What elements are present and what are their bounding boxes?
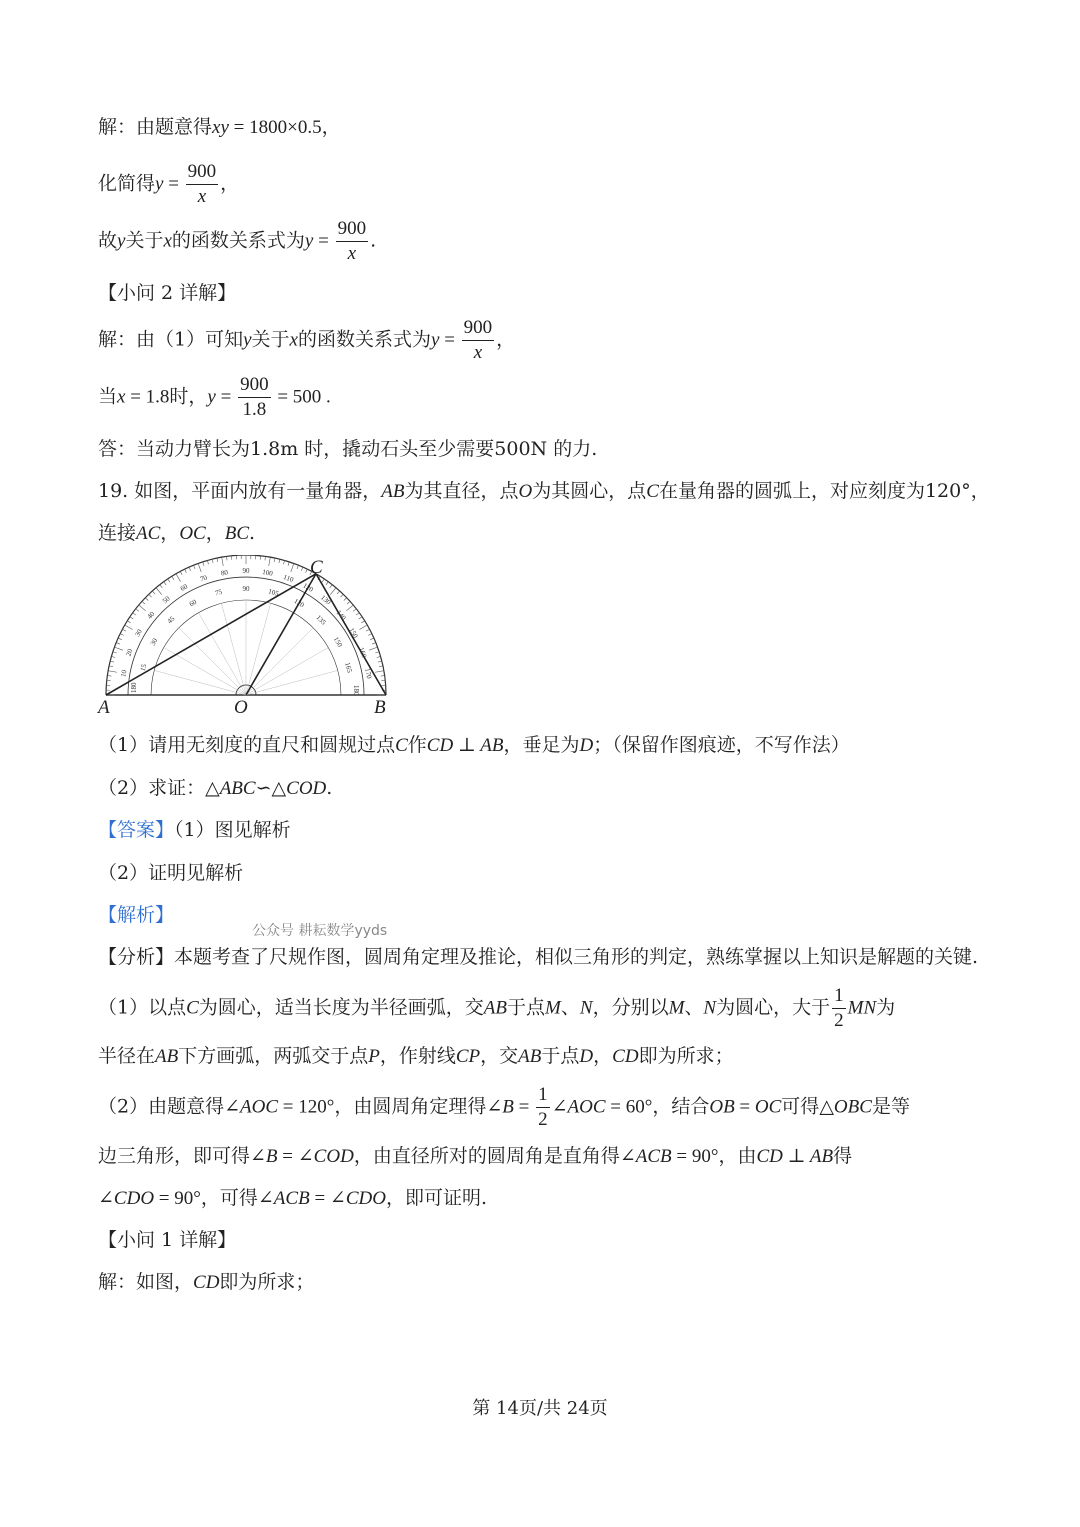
scale-tick <box>353 609 356 611</box>
scale-tick <box>291 563 294 571</box>
solution-final-line <box>98 1273 314 1292</box>
text: 下方画弧，两弧交于点 <box>178 1045 369 1067</box>
scale-label-inner: 45 <box>165 614 177 626</box>
denominator: 2 <box>834 1009 844 1031</box>
watermark: 公众号 耕耘数学yyds <box>252 923 388 939</box>
numerator: 1 <box>536 1083 550 1108</box>
scale-tick <box>283 560 284 564</box>
scale-tick <box>194 565 195 569</box>
scale-ray <box>179 628 246 695</box>
protractor-figure <box>96 555 396 717</box>
scale-tick <box>120 634 124 636</box>
scale-label-inner: 90 <box>242 585 250 593</box>
math-var: O <box>518 481 533 502</box>
math-var: x <box>289 329 298 351</box>
math-var: AB <box>483 997 508 1019</box>
math-var: C <box>186 997 199 1019</box>
scale-label-inner: 30 <box>148 636 160 648</box>
text: 、 <box>684 996 704 1019</box>
scale-tick <box>172 576 174 579</box>
analysis-step-2-line-1 <box>98 1083 910 1132</box>
scale-edge-right: 180 <box>352 685 360 696</box>
math-expr: CD ⊥ AB <box>426 735 504 756</box>
scale-tick <box>368 634 372 636</box>
fraction <box>336 217 369 266</box>
text: 的函数关系式为 <box>171 229 305 252</box>
math-var: C <box>646 481 659 502</box>
scale-tick <box>176 574 181 582</box>
scale-tick <box>160 585 162 588</box>
scale-tick <box>375 671 384 673</box>
fraction <box>238 373 271 422</box>
scale-label-outer: 70 <box>198 573 209 584</box>
scale-tick <box>198 563 201 571</box>
scale-tick <box>139 605 146 611</box>
math-expr: ∠ACB <box>257 1188 310 1209</box>
scale-tick <box>168 579 170 582</box>
analysis-summary <box>98 948 978 967</box>
text: 解：如图， <box>98 1271 194 1293</box>
text: = 90°，可得 <box>154 1188 258 1209</box>
scale-tick <box>145 598 148 601</box>
fraction <box>462 316 495 365</box>
math-var: M <box>545 997 561 1019</box>
scale-tick <box>122 629 126 631</box>
math-op: = <box>734 1096 755 1118</box>
math-var: C <box>395 735 408 756</box>
label-C: C <box>310 557 323 578</box>
scale-ray <box>246 648 328 696</box>
scale-label-outer: 150 <box>347 626 360 640</box>
text: 为圆心，大于 <box>716 996 831 1019</box>
scale-tick <box>227 556 228 560</box>
scale-ray <box>199 613 247 695</box>
scale-tick <box>340 594 343 597</box>
math-var: y <box>243 329 252 351</box>
scale-tick <box>212 559 213 563</box>
question-19-part-1 <box>98 736 850 755</box>
math-op: = <box>513 1096 535 1118</box>
punct: ， <box>321 116 341 138</box>
scale-tick <box>127 621 130 623</box>
scale-label-outer: 60 <box>178 582 190 593</box>
scale-tick <box>378 661 382 662</box>
math-var: N <box>703 997 717 1019</box>
text: = 90°，由 <box>671 1146 757 1167</box>
text: 为其圆心，点 <box>532 480 647 502</box>
math-var: AB <box>381 481 405 502</box>
scale-tick <box>189 567 191 571</box>
math-var: y <box>117 230 126 252</box>
scale-label-inner: 60 <box>187 597 199 609</box>
heading-text: 【小问 1 详解】 <box>98 1229 237 1251</box>
math-var: OC <box>754 1096 782 1118</box>
denominator: x <box>347 242 357 264</box>
scale-label-outer: 130 <box>319 593 333 607</box>
punct: . <box>370 229 377 252</box>
math-var: N <box>579 997 593 1019</box>
scale-tick <box>265 556 266 560</box>
scale-label-outer: 80 <box>220 568 229 578</box>
page-footer: 第 14页/共 24页 <box>472 1398 608 1419</box>
scale-tick <box>156 588 162 595</box>
scale-tick <box>361 621 364 623</box>
text: （2）证明见解析 <box>98 862 244 884</box>
math-op: = <box>313 230 334 252</box>
scale-tick <box>269 557 271 566</box>
numerator: 900 <box>238 373 271 398</box>
scale-tick <box>125 625 133 630</box>
scale-tick <box>322 579 324 582</box>
scale-label-outer: 20 <box>124 647 135 658</box>
text: 为圆心，适当长度为半径画弧，交 <box>198 996 484 1019</box>
punct: . <box>326 777 333 799</box>
text: ，由直径所对的圆周角是直角得 <box>353 1145 620 1167</box>
scale-tick <box>107 676 111 677</box>
scale-tick <box>108 671 117 673</box>
punct: ， <box>205 522 225 544</box>
text: 当 <box>98 385 118 408</box>
scale-tick <box>301 567 303 571</box>
math-expr: = 1800×0.5 <box>228 117 322 138</box>
math-expr: ∠CDO <box>329 1188 386 1209</box>
math-expr: △OBC <box>819 1096 872 1118</box>
text: 关于 <box>251 328 290 351</box>
analysis-heading <box>98 906 174 925</box>
math-var: x <box>163 230 172 252</box>
text: ，分别以 <box>592 996 669 1019</box>
math-var: OC <box>179 523 206 544</box>
punct: ， <box>496 328 516 351</box>
denominator: x <box>473 341 483 363</box>
scale-tick <box>118 638 122 640</box>
scale-tick <box>306 569 308 573</box>
question-19-line-1 <box>98 482 990 501</box>
math-var: D <box>579 1046 594 1067</box>
math-op: = <box>309 1188 330 1209</box>
text: （1）请用无刻度的直尺和圆规过点 <box>98 734 396 756</box>
scale-tick <box>377 656 381 657</box>
math-var: y <box>155 173 164 195</box>
scale-ray <box>246 603 271 695</box>
text: 本题考查了尺规作图，圆周角定理及推论，相似三角形的判定，熟练掌握以上知识是解题的关键. <box>174 946 979 968</box>
math-var: CD <box>193 1272 220 1293</box>
text: ，即可证明. <box>385 1187 487 1209</box>
scale-label-outer: 100 <box>261 568 274 578</box>
text: 的函数关系式为 <box>297 328 431 351</box>
text: 即为所求； <box>638 1045 734 1067</box>
scale-label-outer: 110 <box>282 572 295 584</box>
text: 于点 <box>507 996 546 1019</box>
text: ，垂足为 <box>503 734 580 756</box>
scale-tick <box>279 559 280 563</box>
text: ， <box>593 1045 613 1067</box>
fraction <box>536 1083 550 1132</box>
text: 关于 <box>125 229 164 252</box>
scale-tick <box>288 562 289 566</box>
solution-line-5 <box>98 316 515 365</box>
text: 半径在 <box>98 1045 156 1067</box>
text: 得 <box>833 1145 853 1167</box>
solution-line-3 <box>98 217 376 266</box>
math-var: CP <box>455 1046 481 1067</box>
scale-label-inner: 150 <box>331 635 344 649</box>
math-var: CD <box>612 1046 639 1067</box>
analysis-step-1-line-1 <box>98 984 895 1033</box>
scale-tick <box>372 643 376 644</box>
scale-label-outer: 10 <box>119 669 129 678</box>
analysis-step-2-line-3 <box>98 1189 487 1208</box>
tag: 【分析】 <box>98 946 175 968</box>
numerator: 900 <box>186 160 219 185</box>
math-var: y <box>207 386 216 408</box>
scale-label-outer: 140 <box>334 608 348 622</box>
math-expr: = 500 . <box>272 386 331 408</box>
text: 为 <box>876 996 896 1019</box>
answer-2 <box>98 864 243 883</box>
label-O: O <box>234 697 248 717</box>
scale-ray <box>246 670 338 695</box>
math-expr: ∠ACB <box>619 1146 672 1167</box>
scale-label-outer: 170 <box>363 667 373 680</box>
fraction <box>832 984 846 1033</box>
punct: ， <box>220 172 240 195</box>
scale-tick <box>113 652 117 653</box>
scale-tick <box>366 629 370 631</box>
numerator: 900 <box>336 217 369 242</box>
scale-tick <box>326 582 328 585</box>
text: （1）图见解析 <box>174 819 291 841</box>
text: ，交 <box>480 1045 519 1067</box>
scale-tick <box>346 605 353 611</box>
scale-tick <box>152 591 155 594</box>
scale-tick <box>344 598 347 601</box>
math-var: xy <box>212 117 229 138</box>
text: 是等 <box>871 1095 910 1118</box>
scale-tick <box>297 565 298 569</box>
math-var: ABC <box>219 778 256 799</box>
scale-tick <box>136 609 139 611</box>
section-heading-sub2 <box>98 284 236 303</box>
math-var: AB <box>155 1046 179 1067</box>
scale-label-outer: 30 <box>133 627 144 639</box>
math-var: y <box>431 329 440 351</box>
scale-tick <box>203 562 204 566</box>
text: = 60°，结合 <box>605 1096 710 1118</box>
math-var: D <box>579 735 594 756</box>
text: （2）求证：△ <box>98 777 220 799</box>
scale-label-outer: 50 <box>161 594 172 606</box>
fraction <box>186 160 219 209</box>
text: ，作射线 <box>379 1045 456 1067</box>
text: 即为所求； <box>219 1271 315 1293</box>
scale-tick <box>180 571 182 575</box>
math-var: M <box>668 997 685 1019</box>
scale-label-inner: 165 <box>343 661 354 674</box>
math-expr: ∠AOC <box>551 1096 606 1118</box>
math-var: OB <box>709 1096 735 1118</box>
scale-tick <box>337 591 340 594</box>
heading-text: 【小问 2 详解】 <box>98 282 237 304</box>
math-var: P <box>368 1046 380 1067</box>
solution-line-2 <box>98 160 239 209</box>
text: 化简得 <box>98 172 156 195</box>
math-var: AB <box>518 1046 542 1067</box>
punct: ， <box>160 522 180 544</box>
scale-tick <box>356 613 359 615</box>
scale-tick <box>381 676 385 677</box>
scale-tick <box>207 560 208 564</box>
scale-tick <box>369 647 377 650</box>
scale-tick <box>330 588 336 595</box>
answer-line <box>98 440 597 459</box>
math-var: x <box>117 386 126 408</box>
math-op: = <box>277 1146 298 1167</box>
scale-tick <box>185 569 187 573</box>
scale-label-outer: 90 <box>242 567 250 575</box>
scale-tick <box>217 558 218 562</box>
text: （1）以点 <box>98 996 187 1019</box>
text: 解：由（1）可知 <box>98 328 244 351</box>
analysis-step-1-line-2 <box>98 1047 734 1066</box>
label-A: A <box>98 697 110 717</box>
scale-tick <box>222 557 224 566</box>
text: ∽△ <box>255 777 287 799</box>
label-B: B <box>374 697 386 717</box>
question-19-part-2 <box>98 779 332 798</box>
scale-label-inner: 105 <box>267 587 280 598</box>
math-expr: ∠B <box>250 1146 278 1167</box>
solution-line-6 <box>98 373 331 422</box>
math-expr: = 1.8时， <box>125 386 208 408</box>
scale-tick <box>359 617 362 619</box>
scale-tick <box>114 647 122 650</box>
scale-label-outer: 40 <box>145 610 157 621</box>
scale-tick <box>370 638 374 640</box>
scale-tick <box>347 601 350 604</box>
scale-tick <box>133 613 136 615</box>
text: 于点 <box>541 1045 580 1067</box>
scale-label-inner: 15 <box>138 663 149 672</box>
text: ；（保留作图痕迹，不写作法） <box>593 734 850 756</box>
scale-tick <box>142 601 145 604</box>
text: = 120°，由圆周角定理得 <box>278 1096 487 1118</box>
scale-tick <box>359 625 367 630</box>
text: 答：当动力臂长为1.8m 时，撬动石头至少需要500N 的力. <box>98 438 598 460</box>
text: 、 <box>560 996 580 1019</box>
solution-line-1 <box>98 118 341 137</box>
scale-tick <box>110 661 114 662</box>
scale-tick <box>164 582 166 585</box>
question-19-line-2 <box>98 524 255 543</box>
math-expr: ∠B <box>486 1096 514 1118</box>
math-op: = <box>439 329 460 351</box>
punct: . <box>249 522 256 544</box>
math-var: AC <box>136 523 161 544</box>
answer-1 <box>98 821 291 840</box>
denominator: 2 <box>538 1108 548 1130</box>
text: 在量角器的圆弧上，对应刻度为120°， <box>658 480 990 502</box>
math-var: y <box>304 230 314 252</box>
scale-tick <box>111 656 115 657</box>
math-expr: ∠AOC <box>224 1096 279 1118</box>
analysis-tag: 【解析】 <box>98 904 175 926</box>
math-expr: CD ⊥ AB <box>756 1146 834 1167</box>
scale-tick <box>116 643 120 644</box>
text: 边三角形，即可得 <box>98 1145 251 1167</box>
scale-tick <box>274 558 275 562</box>
scale-tick <box>130 617 133 619</box>
scale-tick <box>379 666 383 667</box>
scale-ray <box>154 670 246 695</box>
scale-tick <box>330 585 332 588</box>
math-var: COD <box>286 778 327 799</box>
text: （2）由题意得 <box>98 1095 225 1118</box>
math-var: MN <box>847 997 877 1019</box>
scale-tick <box>375 652 379 653</box>
section-heading-sub1 <box>98 1231 236 1250</box>
denominator: 1.8 <box>242 398 267 420</box>
scale-label-outer: 160 <box>356 646 369 659</box>
numerator: 900 <box>462 316 495 341</box>
analysis-step-2-line-2 <box>98 1147 852 1166</box>
math-expr: ∠CDO <box>98 1188 155 1209</box>
answer-tag: 【答案】 <box>98 819 175 841</box>
denominator: x <box>197 185 207 207</box>
text: 作 <box>407 734 427 756</box>
scale-edge-left: 180 <box>130 682 138 693</box>
text: 连接 <box>98 522 137 544</box>
text: 19. 如图，平面内放有一量角器， <box>98 480 382 502</box>
text: 解：由题意得 <box>98 116 213 138</box>
text: 故 <box>98 229 118 252</box>
math-op: = <box>215 386 237 408</box>
numerator: 1 <box>832 984 846 1009</box>
scale-label-outer: 120 <box>301 581 315 594</box>
scale-label-inner: 135 <box>314 613 328 627</box>
segment-OC <box>246 574 316 695</box>
math-var: BC <box>224 523 250 544</box>
scale-tick <box>149 594 152 597</box>
text: 可得 <box>781 1095 820 1118</box>
scale-tick <box>109 666 113 667</box>
math-expr: ∠COD <box>297 1146 354 1167</box>
text: 为其直径，点 <box>404 480 519 502</box>
scale-label-inner: 120 <box>292 597 306 610</box>
scale-label-inner: 75 <box>214 587 223 598</box>
math-op: = <box>163 173 184 195</box>
